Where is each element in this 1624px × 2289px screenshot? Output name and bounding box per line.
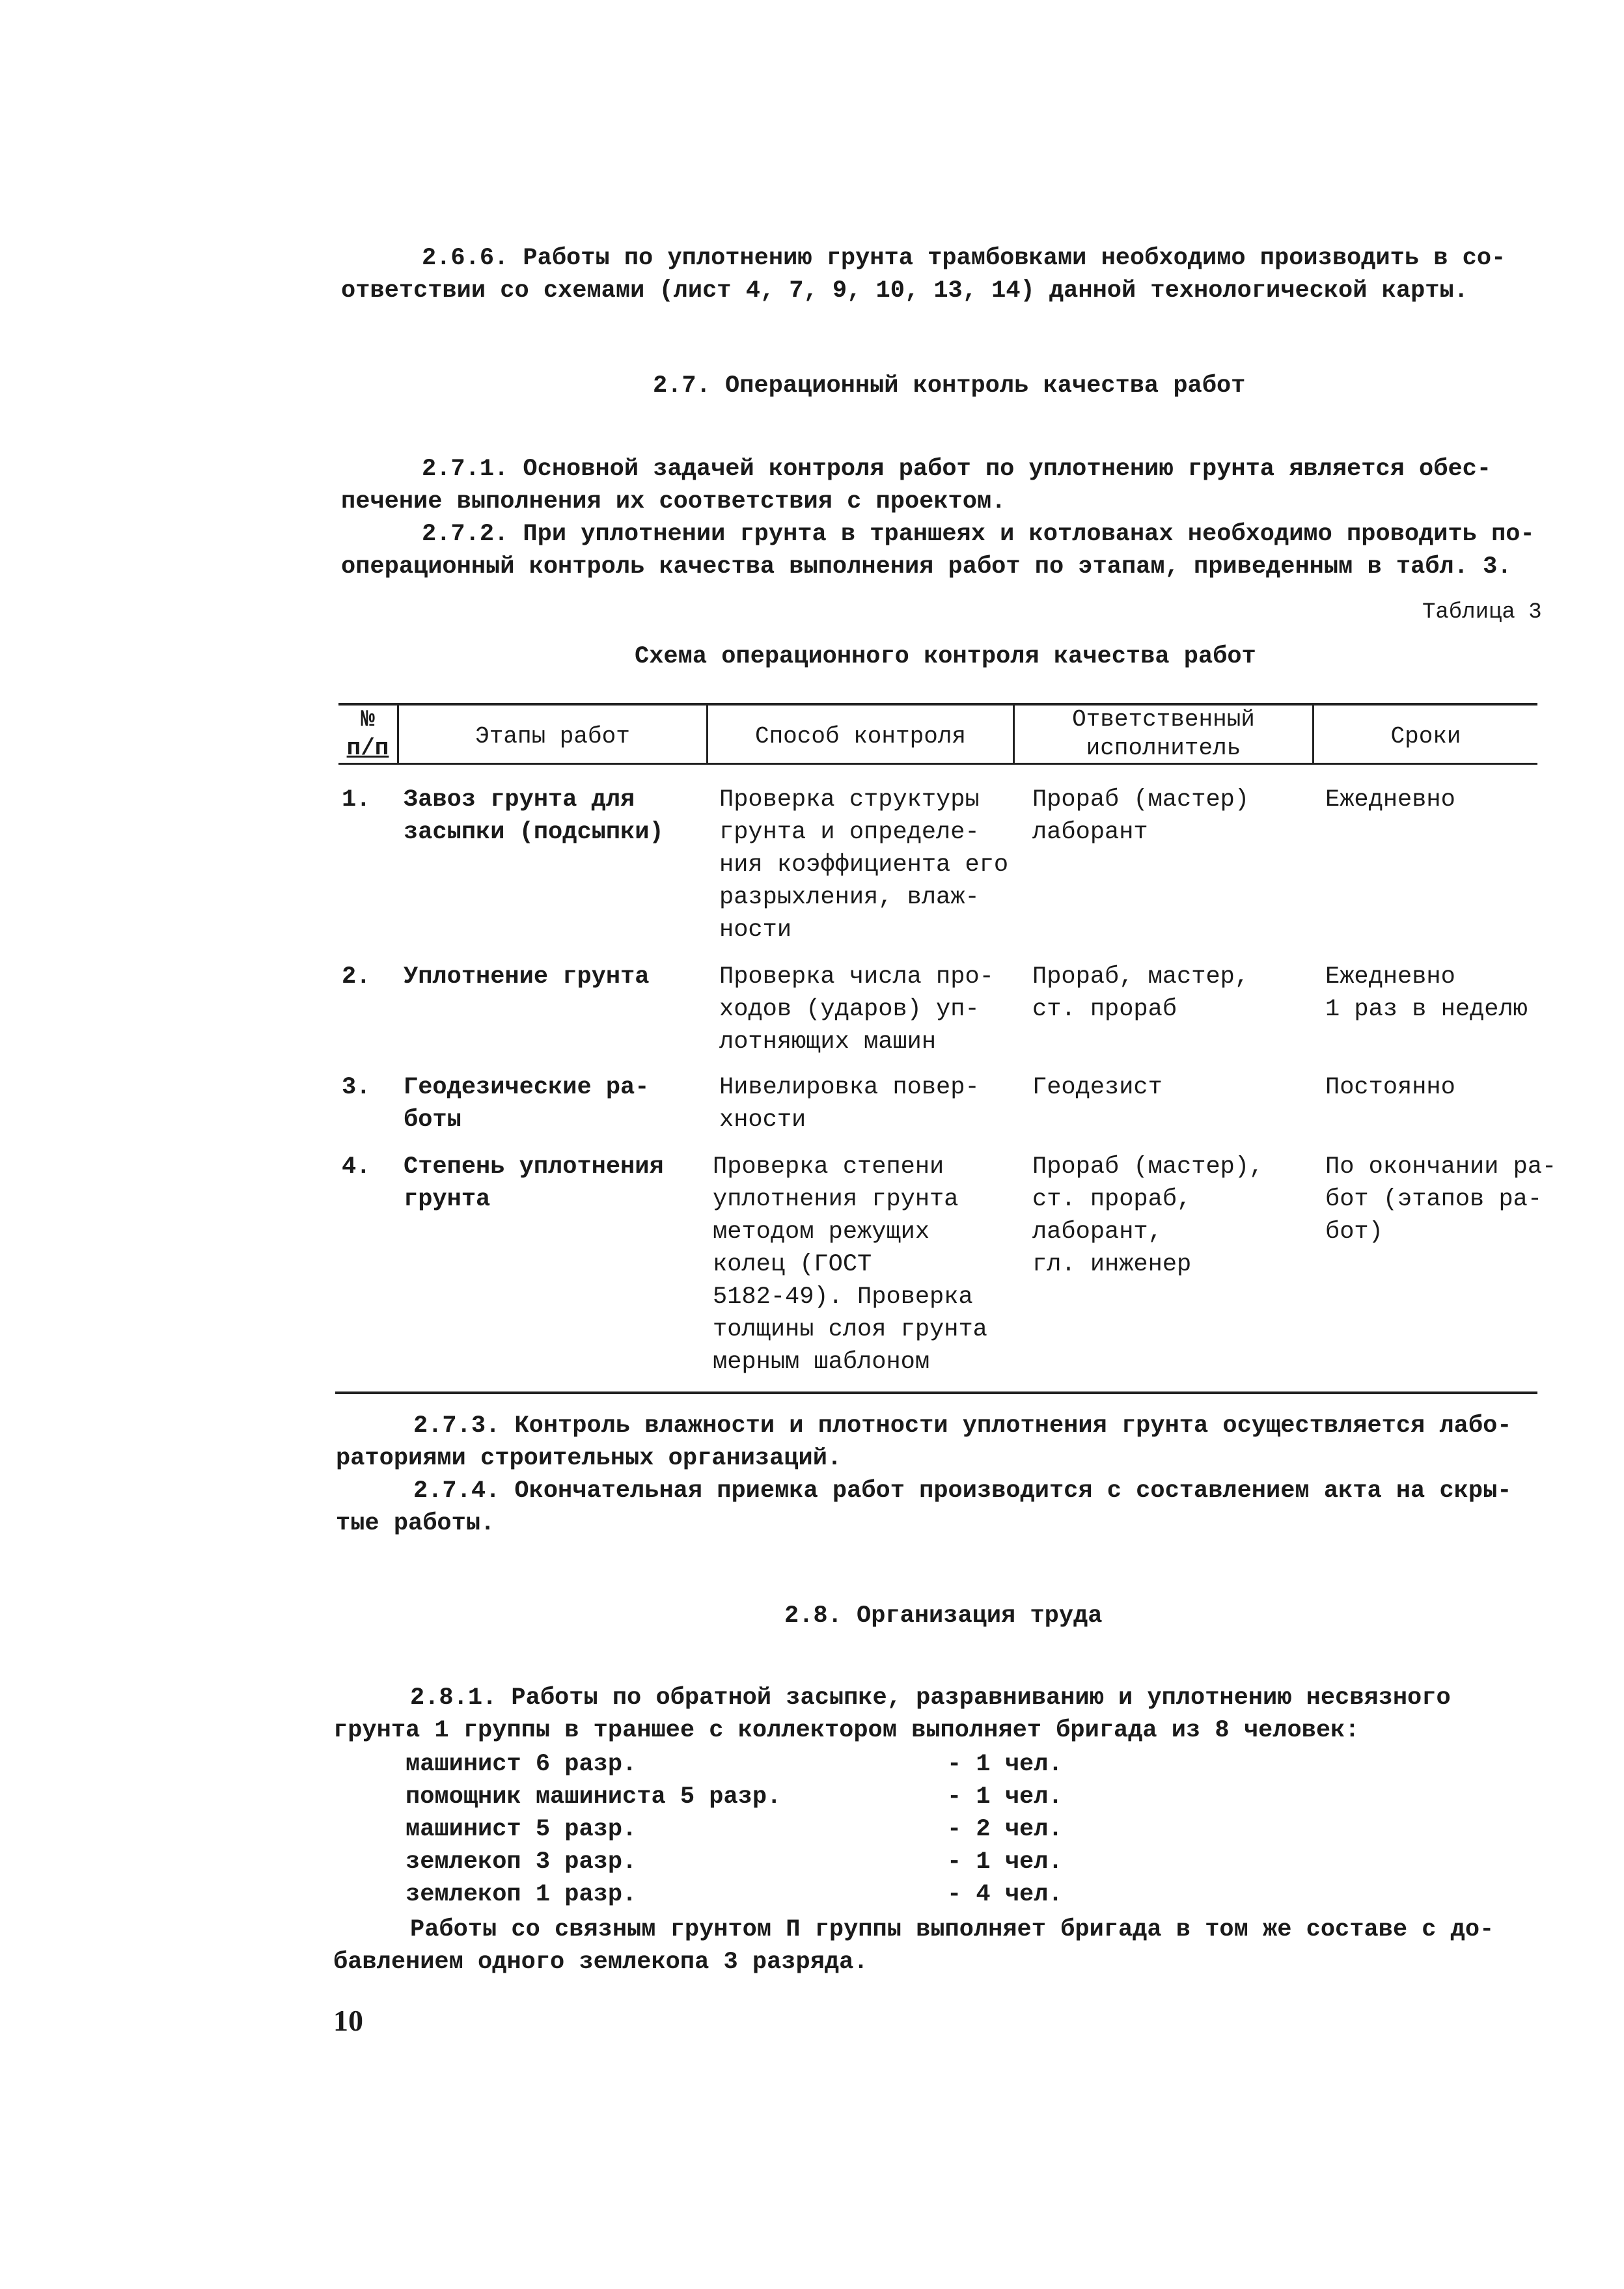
row-4-terms-line-3: бот) (1325, 1218, 1383, 1246)
row-1-stage-line-2: засыпки (подсыпки) (404, 819, 664, 846)
row-3-method-line-1: Нивелировка повер- (719, 1074, 980, 1101)
crew-count-4: - 1 чел. (947, 1848, 1063, 1876)
paragraph-final-line-1: Работы со связным грунтом П группы выполняет бригада в том же составе с до- (410, 1916, 1494, 1943)
row-2-terms-line-2: 1 раз в неделю (1325, 996, 1528, 1023)
row-4-method-line-1: Проверка степени (713, 1153, 944, 1181)
row-3-number: 3. (342, 1074, 371, 1101)
row-4-method-line-5: 5182-49). Проверка (713, 1283, 973, 1311)
table-top-rule (338, 703, 1537, 706)
crew-role-5: землекоп 1 разр. (406, 1881, 637, 1908)
table-label: Таблица 3 (1422, 600, 1542, 625)
row-4-number: 4. (342, 1153, 371, 1181)
page-number: 10 (333, 2004, 363, 2037)
row-4-method-line-2: уплотнения грунта (713, 1186, 959, 1213)
row-1-responsible-line-2: лаборант (1032, 819, 1148, 846)
section-2-7-heading: 2.7. Операционный контроль качества работ (653, 372, 1246, 400)
row-4-responsible-line-3: лаборант, (1032, 1218, 1163, 1246)
row-3-stage-line-2: боты (404, 1106, 461, 1134)
crew-role-1: машинист 6 разр. (406, 1751, 637, 1778)
row-4-terms-line-2: бот (этапов ра- (1325, 1186, 1543, 1213)
row-4-responsible-line-2: ст. прораб, (1032, 1186, 1192, 1213)
paragraph-2-7-3-line-1: 2.7.3. Контроль влажности и плотности уплотнения грунта осуществляется лабо- (413, 1412, 1512, 1440)
row-4-responsible-line-1: Прораб (мастер), (1032, 1153, 1264, 1181)
row-4-method-line-6: толщины слоя грунта (713, 1316, 987, 1343)
row-3-terms-line-1: Постоянно (1325, 1074, 1455, 1101)
paragraph-2-8-1-line-2: грунта 1 группы в траншее с коллектором выполняет бригада из 8 человек: (333, 1717, 1360, 1744)
crew-count-1: - 1 чел. (947, 1751, 1063, 1778)
paragraph-2-7-4-line-2: тые работы. (336, 1510, 495, 1537)
row-3-responsible-line-1: Геодезист (1032, 1074, 1163, 1101)
crew-count-2: - 1 чел. (947, 1783, 1063, 1811)
header-stages: Этапы работ (475, 723, 630, 750)
row-1-method-line-3: ния коэффициента его (719, 851, 1009, 879)
header-responsible-line-1: Ответственный (1072, 706, 1255, 733)
paragraph-2-7-3-line-2: раториями строительных организаций. (336, 1445, 842, 1472)
crew-count-5: - 4 чел. (947, 1881, 1063, 1908)
row-4-stage-line-2: грунта (404, 1186, 491, 1213)
row-1-terms-line-1: Ежедневно (1325, 786, 1455, 814)
row-2-responsible-line-1: Прораб, мастер, (1032, 963, 1250, 991)
header-method: Способ контроля (754, 723, 967, 750)
header-terms: Сроки (1390, 723, 1461, 750)
paragraph-2-8-1-line-1: 2.8.1. Работы по обратной засыпке, разравниванию и уплотнению несвязного (410, 1684, 1451, 1712)
row-4-terms-line-1: По окончании ра- (1325, 1153, 1557, 1181)
paragraph-2-7-2-line-1: 2.7.2. При уплотнении грунта в траншеях и котлованах необходимо проводить по- (422, 521, 1535, 548)
row-2-number: 2. (342, 963, 371, 991)
row-4-method-line-4: колец (ГОСТ (713, 1251, 872, 1278)
header-num-pp: п/п (346, 735, 389, 761)
section-2-8-heading: 2.8. Организация труда (784, 1602, 1103, 1630)
crew-role-3: машинист 5 разр. (406, 1816, 637, 1843)
row-2-terms-line-1: Ежедневно (1325, 963, 1455, 991)
paragraph-2-7-4-line-1: 2.7.4. Окончательная приемка работ производится с составлением акта на скры- (413, 1477, 1512, 1505)
row-1-stage-line-1: Завоз грунта для (404, 786, 635, 814)
row-4-responsible-line-4: гл. инженер (1032, 1251, 1192, 1278)
paragraph-final-line-2: бавлением одного землекопа 3 разряда. (333, 1949, 868, 1976)
crew-role-4: землекоп 3 разр. (406, 1848, 637, 1876)
paragraph-2-6-6-line-1: 2.6.6. Работы по уплотнению грунта трамбовками необходимо производить в со- (422, 245, 1506, 272)
table-bottom-rule (335, 1391, 1537, 1394)
paragraph-2-7-1-line-2: печение выполнения их соответствия с проектом. (341, 488, 1006, 515)
row-4-method-line-3: методом режущих (713, 1218, 930, 1246)
header-num-symbol: № (361, 706, 375, 733)
row-1-method-line-4: разрыхления, влаж- (719, 884, 980, 911)
crew-count-3: - 2 чел. (947, 1816, 1063, 1843)
row-3-method-line-2: хности (719, 1106, 806, 1134)
paragraph-2-7-2-line-2: операционный контроль качества выполнения работ по этапам, приведенным в табл. 3. (341, 553, 1512, 581)
row-1-method-line-1: Проверка структуры (719, 786, 980, 814)
crew-role-2: помощник машиниста 5 разр. (406, 1783, 782, 1811)
table-title: Схема операционного контроля качества работ (635, 643, 1256, 670)
row-2-method-line-2: ходов (ударов) уп- (719, 996, 980, 1023)
paragraph-2-7-1-line-1: 2.7.1. Основной задачей контроля работ по уплотнению грунта является обес- (422, 456, 1492, 483)
row-1-number: 1. (342, 786, 371, 814)
row-2-method-line-1: Проверка числа про- (719, 963, 994, 991)
row-3-stage-line-1: Геодезические ра- (404, 1074, 650, 1101)
row-4-stage-line-1: Степень уплотнения (404, 1153, 664, 1181)
table-header-bottom-rule (338, 763, 1537, 765)
row-2-stage-line-1: Уплотнение грунта (404, 963, 650, 991)
row-4-method-line-7: мерным шаблоном (713, 1349, 930, 1376)
paragraph-2-6-6-line-2: ответствии со схемами (лист 4, 7, 9, 10, 13, 14) данной технологической карты. (341, 277, 1468, 305)
row-2-method-line-3: лотняющих машин (719, 1028, 937, 1056)
row-2-responsible-line-2: ст. прораб (1032, 996, 1177, 1023)
row-1-method-line-2: грунта и определе- (719, 819, 980, 846)
header-responsible-line-2: исполнитель (1086, 735, 1241, 761)
row-1-responsible-line-1: Прораб (мастер) (1032, 786, 1250, 814)
row-1-method-line-5: ности (719, 916, 792, 944)
